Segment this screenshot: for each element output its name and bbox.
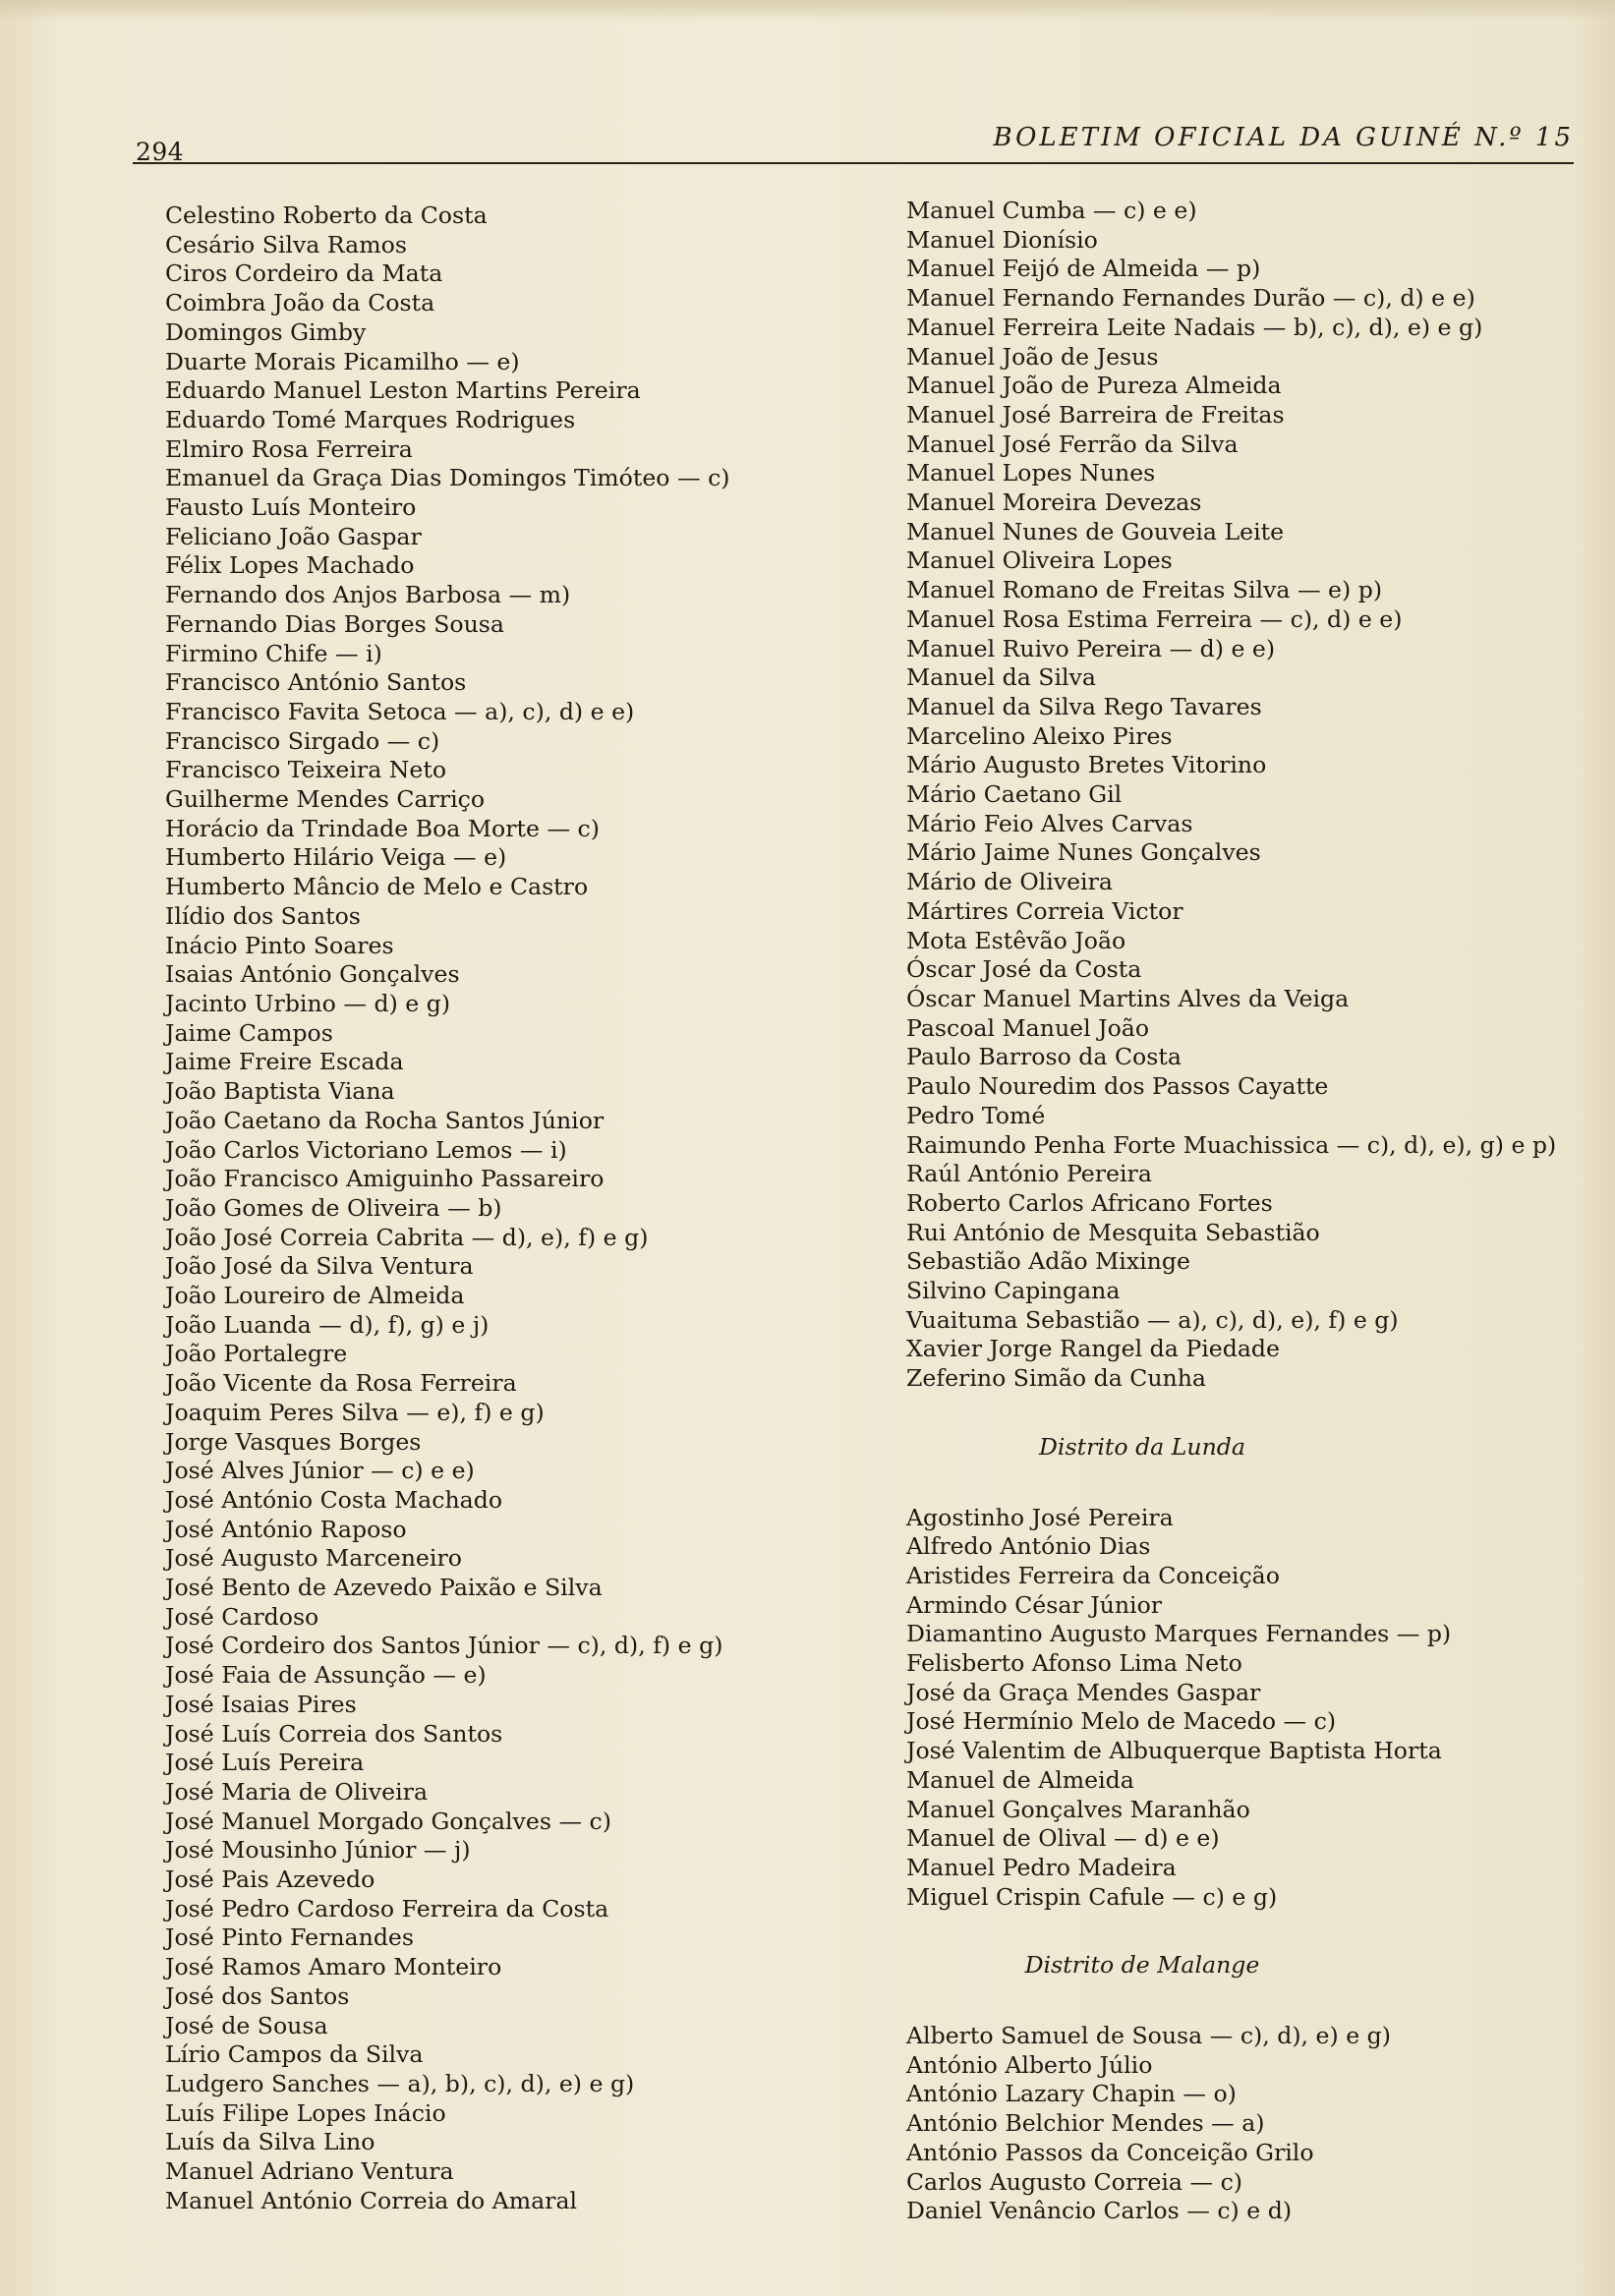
name-entry: Luís Filipe Lopes Inácio [165,2098,446,2127]
name-entry: João Baptista Viana [165,1077,395,1106]
name-entry: Alberto Samuel de Sousa — c), d), e) e g) [906,2022,1391,2050]
name-entry: Francisco Sirgado — c) [165,726,440,755]
name-entry: Aristides Ferreira da Conceição [906,1561,1280,1589]
name-entry: José da Graça Mendes Gaspar [906,1678,1261,1706]
name-entry: José Ramos Amaro Monteiro [165,1953,502,1981]
name-entry: António Belchior Mendes — a) [906,2109,1265,2138]
name-entry: Jacinto Urbino — d) e g) [165,989,451,1017]
name-entry: Manuel Pedro Madeira [906,1853,1177,1881]
name-entry: Félix Lopes Machado [165,551,415,580]
name-entry: Ciros Cordeiro da Mata [165,259,443,288]
right-column-list [906,197,1594,1394]
name-entry: Manuel da Silva Rego Tavares [906,692,1262,720]
name-entry: José Luís Pereira [165,1749,365,1777]
name-entry: Humberto Hilário Veiga — e) [165,843,507,872]
name-entry: Luís da Silva Lino [165,2128,375,2156]
name-entry: Miguel Crispin Cafule — c) e g) [906,1882,1278,1911]
name-entry: José Alves Júnior — c) e e) [165,1457,475,1485]
name-entry: Armindo César Júnior [906,1590,1163,1619]
name-entry: Isaias António Gonçalves [165,960,460,989]
name-entry: Jaime Campos [165,1018,333,1047]
name-entry: Mário Caetano Gil [906,780,1123,809]
name-entry: Firmino Chife — i) [165,639,382,667]
name-entry: Joaquim Peres Silva — e), f) e g) [165,1398,545,1426]
name-entry: José Luís Correia dos Santos [165,1719,503,1748]
name-entry: Rui António de Mesquita Sebastião [906,1218,1320,1246]
name-entry: Manuel João de Jesus [906,342,1159,371]
name-entry: José Pinto Fernandes [165,1923,414,1952]
name-entry: José Valentim de Albuquerque Baptista Horta [906,1737,1442,1765]
name-entry: José Faia de Assunção — e) [165,1661,487,1690]
name-entry: Fausto Luís Monteiro [165,493,417,522]
name-entry: Manuel Feijó de Almeida — p) [906,255,1261,283]
name-entry: José Mousinho Júnior — j) [165,1836,471,1865]
right-column [906,197,1594,2226]
name-entry: Manuel José Ferrão da Silva [906,430,1239,458]
name-entry: Agostinho José Pereira [906,1503,1174,1531]
name-entry: Eduardo Tomé Marques Rodrigues [165,405,576,433]
name-entry: Manuel José Barreira de Freitas [906,400,1285,429]
name-entry: Manuel Lopes Nunes [906,459,1156,488]
name-entry: Francisco Teixeira Neto [165,756,447,784]
name-entry: António Alberto Júlio [906,2050,1153,2079]
section-heading-malange: Distrito de Malange [1024,1951,1260,1980]
name-entry: João Vicente da Rosa Ferreira [165,1369,517,1398]
name-entry: Silvino Capingana [906,1277,1121,1305]
name-entry: Diamantino Augusto Marques Fernandes — p) [906,1620,1452,1648]
name-entry: Fernando dos Anjos Barbosa — m) [165,581,571,609]
name-entry: Manuel Fernando Fernandes Durão — c), d) e e) [906,284,1475,313]
name-entry: João Portalegre [165,1340,348,1368]
name-entry: Manuel de Olival — d) e e) [906,1824,1220,1853]
name-entry: José Pedro Cardoso Ferreira da Costa [165,1894,609,1923]
name-entry: João Francisco Amiguinho Passareiro [165,1165,605,1193]
name-entry: Zeferino Simão da Cunha [906,1364,1207,1393]
name-entry: Inácio Pinto Soares [165,931,394,959]
name-entry: José Bento de Azevedo Paixão e Silva [165,1574,603,1602]
name-entry: José dos Santos [165,1981,350,2010]
name-entry: Mota Estêvão João [906,926,1126,954]
name-entry: Lírio Campos da Silva [165,2040,424,2069]
name-entry: Roberto Carlos Africano Fortes [906,1188,1273,1217]
name-entry: Manuel de Almeida [906,1765,1134,1794]
name-entry: Mário de Oliveira [906,868,1113,896]
name-entry: João José Correia Cabrita — d), e), f) e g) [165,1223,649,1251]
name-entry: Marcelino Aleixo Pires [906,721,1173,750]
page-number: 294 [136,138,185,166]
name-entry: Pascoal Manuel João [906,1013,1150,1042]
name-entry: Paulo Nouredim dos Passos Cayatte [906,1072,1329,1101]
name-entry: Manuel Rosa Estima Ferreira — c), d) e e) [906,604,1403,633]
name-entry: Manuel Ferreira Leite Nadais — b), c), d), e) e g) [906,313,1483,341]
left-column [165,201,883,2216]
name-entry: Alfredo António Dias [906,1532,1151,1561]
name-entry: João José da Silva Ventura [165,1252,474,1281]
name-entry: João Carlos Victoriano Lemos — i) [165,1135,567,1164]
name-entry: Manuel da Silva [906,663,1096,692]
name-entry: António Passos da Conceição Grilo [906,2138,1314,2166]
publication-title: BOLETIM OFICIAL DA GUINÉ N.º 15 [993,123,1574,152]
name-entry: Jorge Vasques Borges [165,1427,422,1456]
name-entry: Sebastião Adão Mixinge [906,1247,1190,1276]
name-entry: João Caetano da Rocha Santos Júnior [165,1106,605,1134]
name-entry: Francisco António Santos [165,668,467,697]
name-entry: Jaime Freire Escada [165,1048,404,1076]
section-heading-lunda: Distrito da Lunda [1039,1432,1245,1461]
name-entry: José Pais Azevedo [165,1866,375,1894]
name-entry: José de Sousa [165,2011,328,2039]
name-entry: Manuel João de Pureza Almeida [906,372,1282,400]
name-entry: José António Costa Machado [165,1485,503,1514]
name-entry: João Luanda — d), f), g) e j) [165,1310,490,1339]
header-rule [133,162,1574,164]
name-entry: Manuel Nunes de Gouveia Leite [906,517,1285,545]
name-entry: Manuel Gonçalves Maranhão [906,1795,1250,1823]
name-entry: Feliciano João Gaspar [165,522,422,550]
name-entry: Manuel Adriano Ventura [165,2157,454,2186]
name-entry: José Isaias Pires [165,1690,357,1718]
name-entry: Ludgero Sanches — a), b), c), d), e) e g) [165,2070,635,2097]
name-entry: Mário Augusto Bretes Vitorino [906,751,1267,779]
name-entry: Humberto Mâncio de Melo e Castro [165,873,589,901]
name-entry: Elmiro Rosa Ferreira [165,434,413,463]
name-entry: Ilídio dos Santos [165,901,361,930]
name-entry: Raimundo Penha Forte Muachissica — c), d), e), g) e p) [906,1130,1557,1159]
name-entry: Óscar José da Costa [906,955,1142,984]
name-entry: José Cardoso [165,1602,319,1631]
name-entry: João Loureiro de Almeida [165,1282,465,1310]
section-list-malange [906,2022,1594,2226]
name-entry: José António Raposo [165,1515,407,1543]
name-entry: Mário Jaime Nunes Gonçalves [906,838,1261,867]
section-list-lunda [906,1504,1594,1913]
name-entry: Vuaituma Sebastião — a), c), d), e), f) e g) [906,1305,1399,1334]
name-entry: José Manuel Morgado Gonçalves — c) [165,1807,611,1835]
name-entry: Manuel António Correia do Amaral [165,2186,578,2214]
name-entry: Manuel Ruivo Pereira — d) e e) [906,634,1276,662]
name-entry: Carlos Augusto Correia — c) [906,2167,1242,2196]
name-entry: João Gomes de Oliveira — b) [165,1193,502,1222]
name-entry: António Lazary Chapin — o) [906,2080,1237,2108]
name-entry: Xavier Jorge Rangel da Piedade [906,1335,1280,1363]
name-entry: Manuel Romano de Freitas Silva — e) p) [906,576,1383,604]
name-entry: Mário Feio Alves Carvas [906,809,1193,837]
name-entry: Eduardo Manuel Leston Martins Pereira [165,376,641,405]
name-entry: Manuel Cumba — c) e e) [906,197,1197,224]
name-entry: Manuel Dionísio [906,225,1098,254]
page-top-edge [0,0,1615,22]
name-entry: Domingos Gimby [165,317,367,346]
name-entry: Coimbra João da Costa [165,289,435,317]
name-entry: Paulo Barroso da Costa [906,1043,1182,1071]
name-entry: Francisco Favita Setoca — a), c), d) e e) [165,697,635,725]
name-entry: Cesário Silva Ramos [165,230,407,258]
name-entry: Manuel Moreira Devezas [906,488,1202,517]
name-entry: Mártires Correia Victor [906,896,1183,925]
name-entry: Raúl António Pereira [906,1160,1152,1188]
name-entry: Horácio da Trindade Boa Morte — c) [165,814,600,842]
name-entry: Óscar Manuel Martins Alves da Veiga [906,984,1350,1012]
name-entry: José Cordeiro dos Santos Júnior — c), d), f) e g) [165,1632,723,1660]
name-entry: Duarte Morais Picamilho — e) [165,347,520,375]
name-entry: Manuel Oliveira Lopes [906,546,1173,575]
name-entry: Emanuel da Graça Dias Domingos Timóteo — c) [165,464,730,492]
name-entry: Fernando Dias Borges Sousa [165,609,504,638]
name-entry: José Maria de Oliveira [165,1777,429,1806]
name-entry: José Hermínio Melo de Macedo — c) [906,1707,1337,1736]
name-entry: Felisberto Afonso Lima Neto [906,1649,1242,1678]
name-entry: Daniel Venâncio Carlos — c) e d) [906,2197,1293,2225]
name-entry: Guilherme Mendes Carriço [165,785,486,814]
name-entry: José Augusto Marceneiro [165,1544,462,1573]
name-entry: Pedro Tomé [906,1101,1046,1129]
name-entry: Celestino Roberto da Costa [165,201,488,229]
